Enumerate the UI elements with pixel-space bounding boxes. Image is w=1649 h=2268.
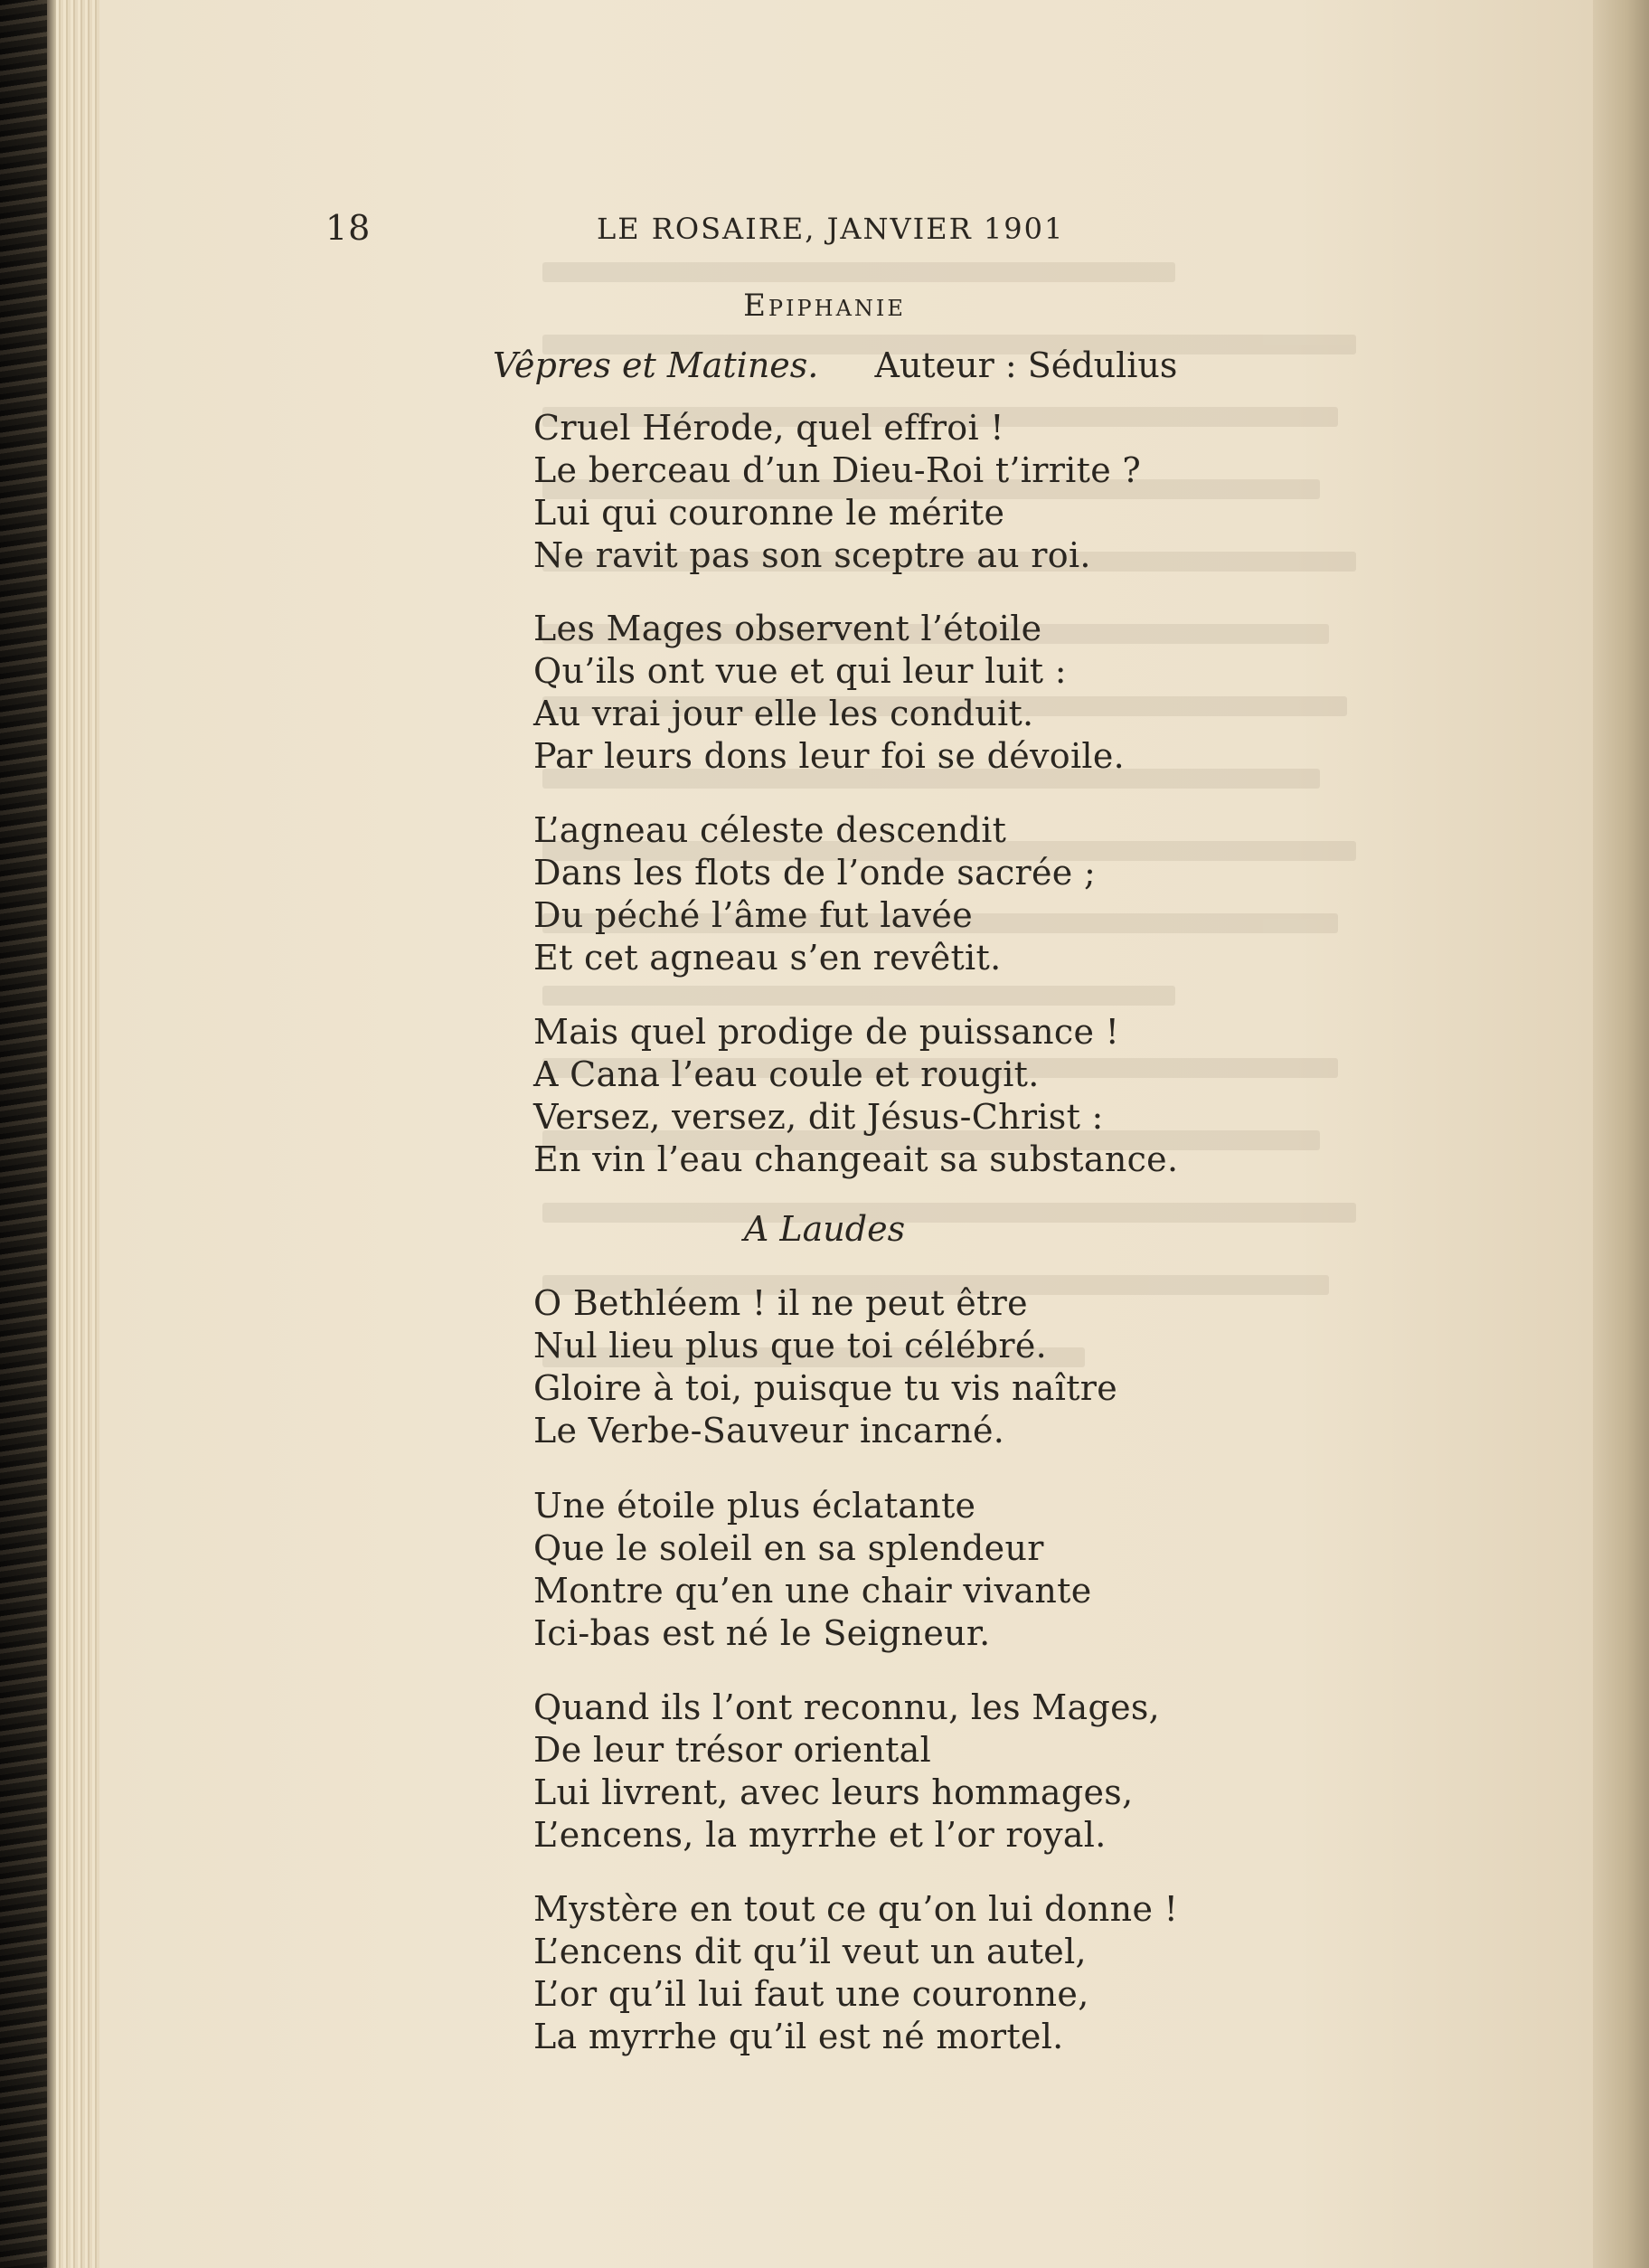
page-number: 18: [325, 208, 372, 248]
verse-line: L’encens dit qu’il veut un autel,: [533, 1932, 1087, 1971]
verse-line: Le Verbe-Sauveur incarné.: [533, 1411, 1005, 1451]
verse-line: Et cet agneau s’en revêtit.: [533, 938, 1002, 978]
running-head: [325, 208, 1410, 253]
verse-line: Versez, versez, dit Jésus-Christ :: [533, 1097, 1104, 1137]
verse-line: Lui livrent, avec leurs hommages,: [533, 1772, 1134, 1812]
verse-line: Lui qui couronne le mérite: [533, 493, 1005, 533]
verse-line: De leur trésor oriental: [533, 1730, 932, 1770]
verse-line: Le berceau d’un Dieu-Roi t’irrite ?: [533, 450, 1142, 490]
verse-line: A Cana l’eau coule et rougit.: [533, 1054, 1040, 1094]
verse-line: Ne ravit pas son sceptre au roi.: [533, 535, 1091, 575]
book-binding: [0, 0, 56, 2268]
author-attribution: Auteur : Sédulius: [874, 345, 1178, 385]
section-title: Epiphanie: [743, 288, 906, 324]
journal-header: LE ROSAIRE, JANVIER 1901: [597, 212, 1065, 246]
stanza-3: [533, 809, 1096, 979]
verse-line: Au vrai jour elle les conduit.: [533, 694, 1034, 733]
verse-line: En vin l’eau changeait sa substance.: [533, 1139, 1179, 1179]
verse-line: Du péché l’âme fut lavée: [533, 895, 973, 935]
stanza-1: [533, 407, 1141, 577]
verse-line: Nul lieu plus que toi célébré.: [533, 1326, 1048, 1366]
stanza-6: [533, 1485, 1091, 1655]
verse-line: La myrrhe qu’il est né mortel.: [533, 2017, 1064, 2056]
verse-line: L’agneau céleste descendit: [533, 810, 1007, 850]
subtitle-row: [493, 345, 1177, 385]
page-edges-right: [1593, 0, 1649, 2268]
laudes-heading: A Laudes: [743, 1209, 906, 1249]
verse-line: Ici-bas est né le Seigneur.: [533, 1613, 991, 1653]
verse-line: L’encens, la myrrhe et l’or royal.: [533, 1815, 1107, 1855]
verse-line: O Bethléem ! il ne peut être: [533, 1283, 1028, 1323]
verse-line: Montre qu’en une chair vivante: [533, 1571, 1092, 1611]
verse-line: Mystère en tout ce qu’on lui donne !: [533, 1889, 1179, 1929]
page-edges-left: [56, 0, 99, 2268]
verse-line: Mais quel prodige de puissance !: [533, 1012, 1120, 1052]
verse-line: Que le soleil en sa splendeur: [533, 1528, 1044, 1568]
verse-line: Gloire à toi, puisque tu vis naître: [533, 1368, 1118, 1408]
verse-line: Par leurs dons leur foi se dévoile.: [533, 736, 1126, 776]
verse-line: Une étoile plus éclatante: [533, 1486, 976, 1526]
verse-line: Dans les flots de l’onde sacrée ;: [533, 853, 1097, 893]
verse-line: Cruel Hérode, quel effroi !: [533, 408, 1004, 448]
stanza-5: [533, 1282, 1117, 1452]
office-hours: Vêpres et Matines.: [493, 345, 819, 385]
verse-line: Les Mages observent l’étoile: [533, 609, 1042, 648]
stanza-7: [533, 1687, 1160, 1857]
stanza-4: [533, 1011, 1178, 1181]
stanza-8: [533, 1888, 1178, 2058]
verse-line: Qu’ils ont vue et qui leur luit :: [533, 651, 1067, 691]
verse-line: L’or qu’il lui faut une couronne,: [533, 1974, 1089, 2014]
verse-line: Quand ils l’ont reconnu, les Mages,: [533, 1687, 1161, 1727]
stanza-2: [533, 608, 1125, 778]
